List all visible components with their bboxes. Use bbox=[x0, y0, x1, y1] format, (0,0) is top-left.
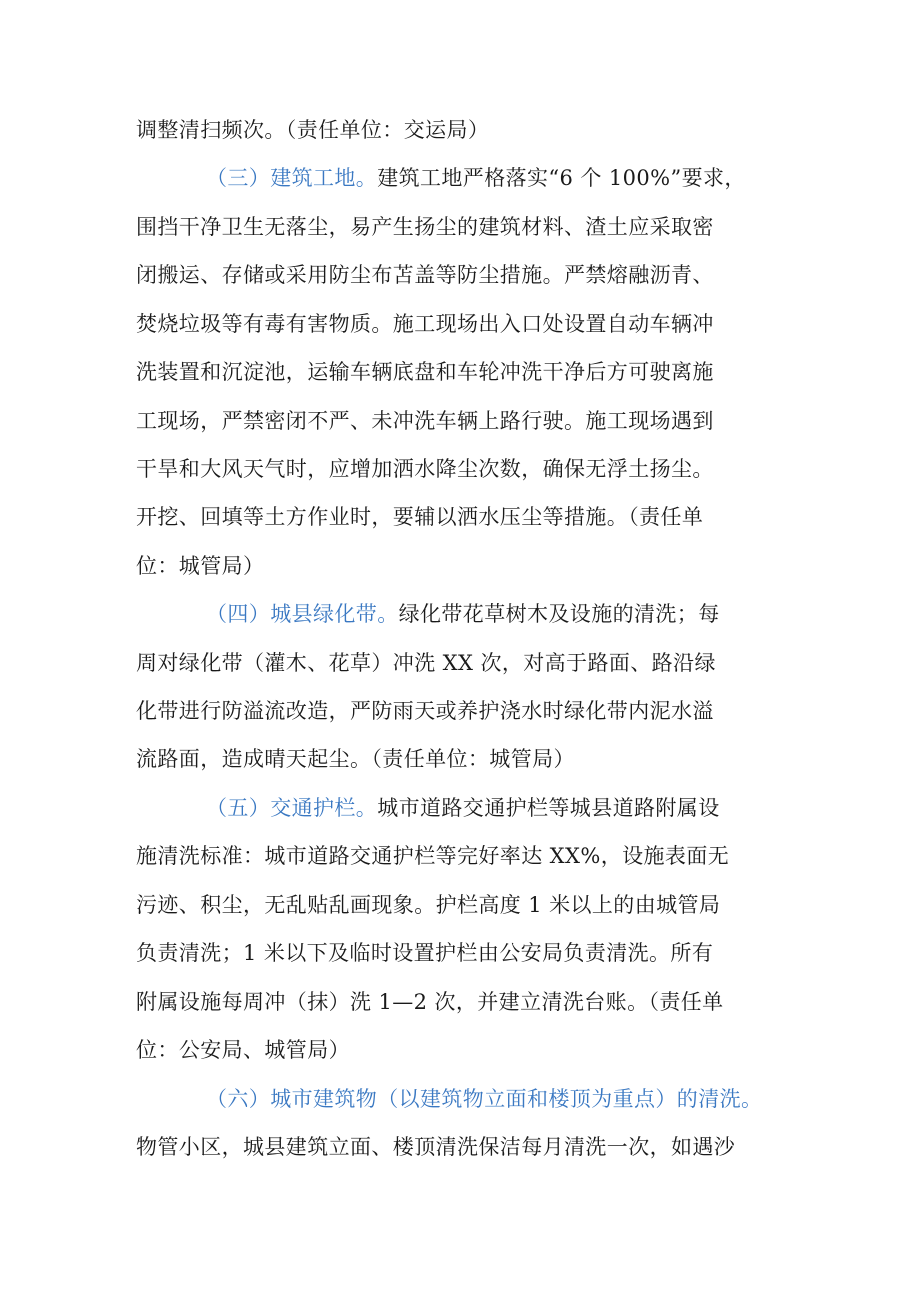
text-run: 城市道路交通护栏等城县道路附属设 bbox=[377, 796, 720, 820]
text-run: 负责清洗；1 米以下及临时设置护栏由公安局负责清洗。所有 bbox=[136, 941, 714, 965]
paragraph-line bbox=[136, 1132, 786, 1162]
text-run: 洗装置和沉淀池，运输车辆底盘和车轮冲洗干净后方可驶离施 bbox=[136, 360, 714, 384]
text-run: 建筑工地严格落实“6 个 100%”要求， bbox=[377, 166, 746, 190]
paragraph-line bbox=[136, 115, 786, 145]
text-run: 污迹、积尘，无乱贴乱画现象。护栏高度 1 米以上的由城管局 bbox=[136, 893, 721, 917]
paragraph-line bbox=[136, 648, 786, 678]
paragraph-line bbox=[136, 696, 786, 726]
text-run: 附属设施每周冲（抹）洗 1—2 次，并建立清洗台账。（责任单 bbox=[136, 990, 724, 1014]
section-heading-line bbox=[206, 793, 856, 823]
paragraph-line bbox=[136, 212, 786, 242]
paragraph-line bbox=[136, 938, 786, 968]
section-heading-greenbelt: （四）城县绿化带。 bbox=[206, 602, 399, 626]
text-run: 周对绿化带（灌木、花草）冲洗 XX 次，对高于路面、路沿绿 bbox=[136, 651, 716, 675]
paragraph-line bbox=[136, 987, 786, 1017]
text-run: 绿化带花草树木及设施的清洗；每 bbox=[398, 602, 720, 626]
section-heading-guardrail: （五）交通护栏。 bbox=[206, 796, 378, 820]
paragraph-line bbox=[136, 309, 786, 339]
section-heading-line bbox=[206, 163, 856, 193]
paragraph-line bbox=[136, 260, 786, 290]
paragraph-line bbox=[136, 890, 786, 920]
text-run: 围挡干净卫生无落尘，易产生扬尘的建筑材料、渣土应采取密 bbox=[136, 215, 714, 239]
paragraph-line bbox=[136, 357, 786, 387]
text-run: 干旱和大风天气时，应增加洒水降尘次数，确保无浮土扬尘。 bbox=[136, 457, 714, 481]
paragraph-line bbox=[136, 406, 786, 436]
text-run: 开挖、回填等土方作业时，要辅以洒水压尘等措施。（责任单 bbox=[136, 505, 704, 529]
paragraph-line bbox=[136, 841, 786, 871]
section-heading-buildings: （六）城市建筑物（以建筑物立面和楼顶为重点）的清洗。 bbox=[206, 1087, 763, 1111]
text-run: 调整清扫频次。（责任单位：交运局） bbox=[136, 118, 490, 142]
text-run: 化带进行防溢流改造，严防雨天或养护浇水时绿化带内泥水溢 bbox=[136, 699, 714, 723]
paragraph-line bbox=[136, 1035, 786, 1065]
paragraph-line bbox=[136, 502, 786, 532]
paragraph-line bbox=[136, 744, 786, 774]
paragraph-line bbox=[136, 551, 786, 581]
text-run: 位：公安局、城管局） bbox=[136, 1038, 350, 1062]
section-heading-construction: （三）建筑工地。 bbox=[206, 166, 378, 190]
text-run: 流路面，造成晴天起尘。（责任单位：城管局） bbox=[136, 747, 575, 771]
paragraph-line bbox=[136, 454, 786, 484]
text-run: 焚烧垃圾等有毒有害物质。施工现场出入口处设置自动车辆冲 bbox=[136, 312, 714, 336]
text-run: 物管小区，城县建筑立面、楼顶清洗保洁每月清洗一次，如遇沙 bbox=[136, 1135, 736, 1159]
text-run: 工现场，严禁密闭不严、未冲洗车辆上路行驶。施工现场遇到 bbox=[136, 409, 714, 433]
text-run: 施清洗标准：城市道路交通护栏等完好率达 XX%，设施表面无 bbox=[136, 844, 730, 868]
text-run: 闭搬运、存储或采用防尘布苫盖等防尘措施。严禁熔融沥青、 bbox=[136, 263, 714, 287]
text-run: 位：城管局） bbox=[136, 554, 265, 578]
section-heading-line bbox=[206, 599, 856, 629]
section-heading-line bbox=[206, 1084, 856, 1114]
